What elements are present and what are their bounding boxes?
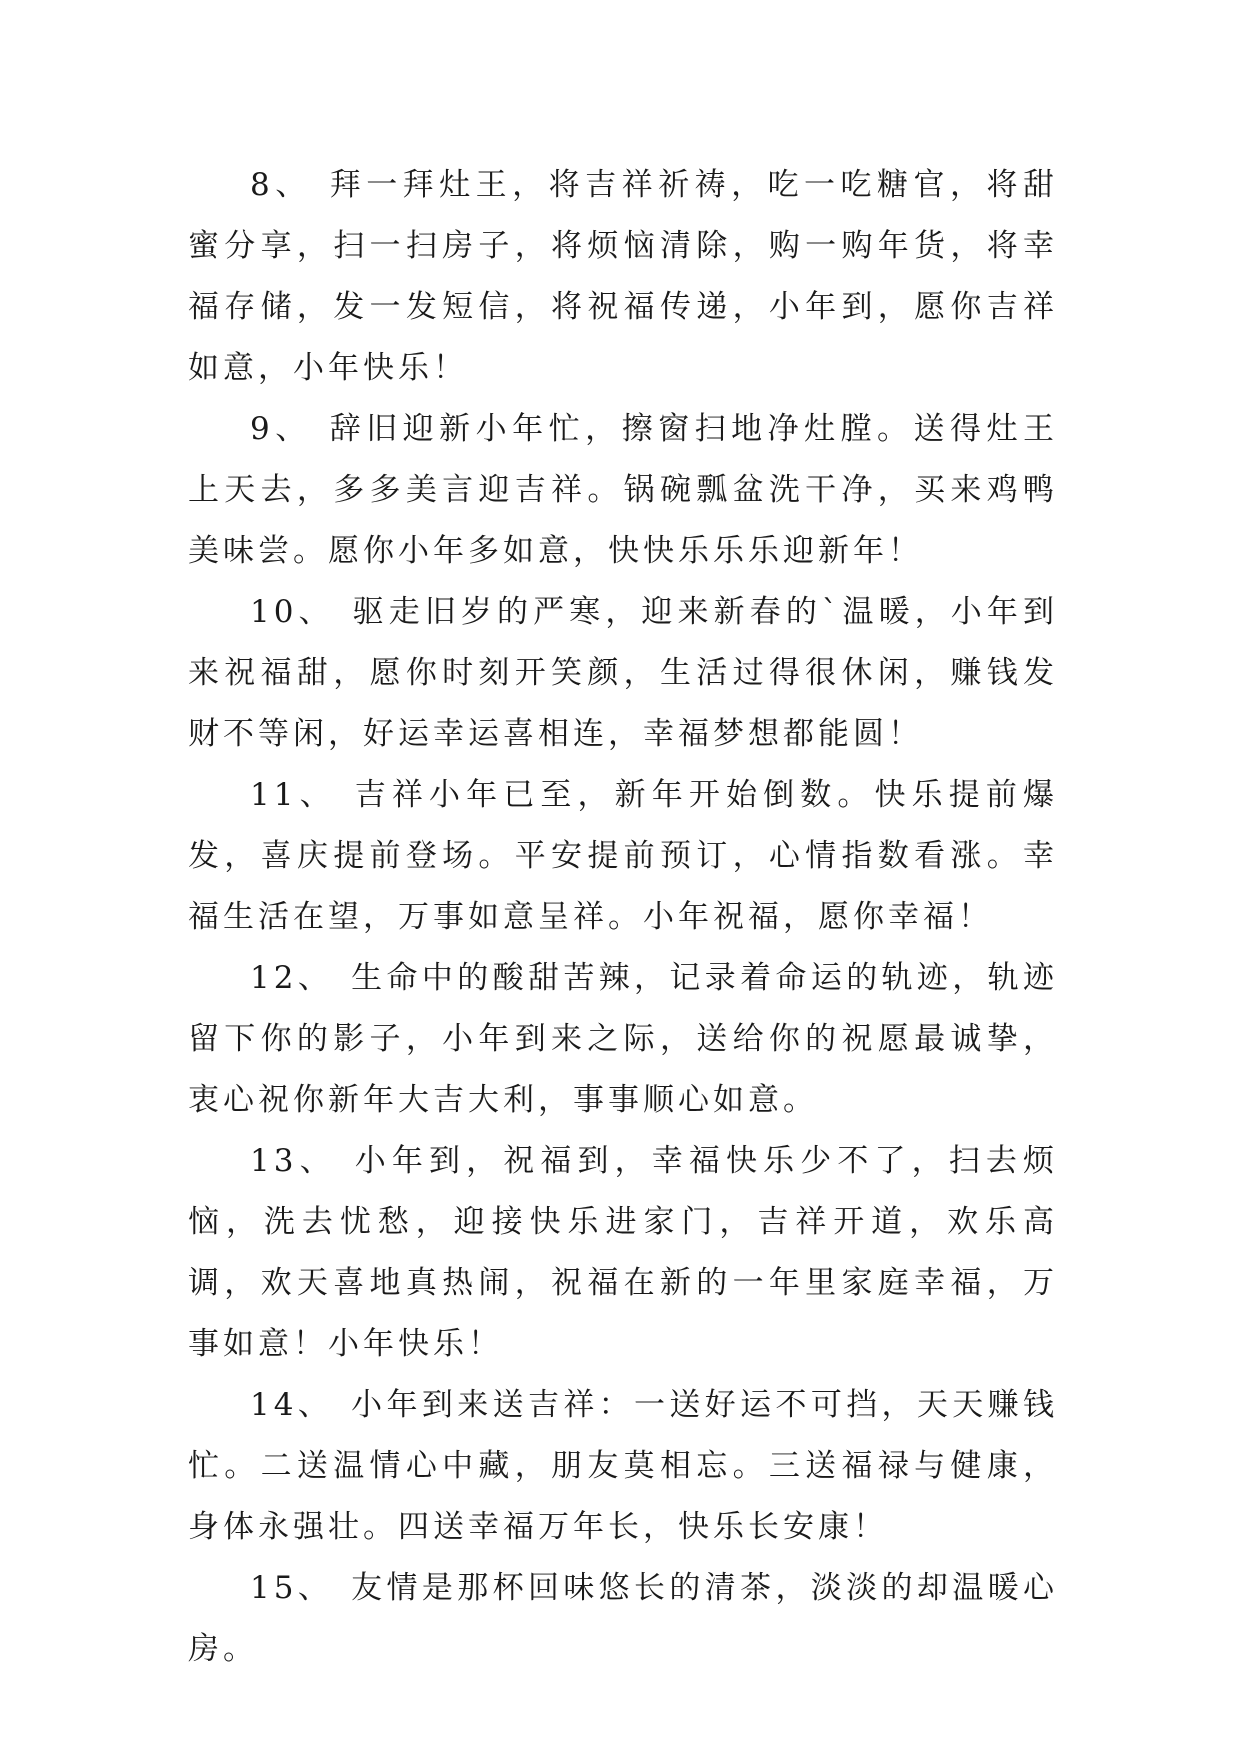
paragraph-11 xyxy=(188,765,1058,948)
paragraph-text: 驱走旧岁的严寒，迎来新春的`温暖，小年到来祝福甜，愿你时刻开笑颜，生活过得很休闲，赚钱发财不等闲，好运幸运喜相连，幸福梦想都能圆！ xyxy=(188,594,1059,752)
paragraph-number: 11、 xyxy=(250,777,337,813)
paragraph-number: 10、 xyxy=(250,594,335,630)
paragraph-number: 14、 xyxy=(250,1387,334,1423)
paragraph-text: 小年到来送吉祥：一送好运不可挡，天天赚钱忙。二送温情心中藏，朋友莫相忘。三送福禄与健康，身体永强壮。四送幸福万年长，快乐长安康！ xyxy=(188,1387,1058,1545)
paragraph-number: 15、 xyxy=(250,1570,334,1606)
paragraph-8 xyxy=(188,155,1058,399)
paragraph-number: 12、 xyxy=(250,960,334,996)
paragraph-number: 9、 xyxy=(250,411,312,447)
paragraph-15 xyxy=(188,1558,1058,1680)
paragraph-13 xyxy=(188,1131,1058,1375)
paragraph-9 xyxy=(188,399,1058,582)
paragraph-number: 13、 xyxy=(250,1143,337,1179)
paragraph-text: 辞旧迎新小年忙，擦窗扫地净灶膛。送得灶王上天去，多多美言迎吉祥。锅碗瓢盆洗干净，买来鸡鸭美味尝。愿你小年多如意，快快乐乐乐迎新年！ xyxy=(188,411,1058,569)
paragraph-text: 拜一拜灶王，将吉祥祈祷，吃一吃糖官，将甜蜜分享，扫一扫房子，将烦恼清除，购一购年货，将幸福存储，发一发短信，将祝福传递，小年到，愿你吉祥如意，小年快乐！ xyxy=(188,167,1058,386)
paragraph-text: 生命中的酸甜苦辣，记录着命运的轨迹，轨迹留下你的影子，小年到来之际，送给你的祝愿最诚挚，衷心祝你新年大吉大利，事事顺心如意。 xyxy=(188,960,1058,1118)
paragraph-14 xyxy=(188,1375,1058,1558)
paragraph-text: 小年到，祝福到，幸福快乐少不了，扫去烦恼，洗去忧愁，迎接快乐进家门，吉祥开道，欢乐高调，欢天喜地真热闹，祝福在新的一年里家庭幸福，万事如意！小年快乐！ xyxy=(188,1143,1058,1362)
paragraph-number: 8、 xyxy=(250,167,312,203)
paragraph-text: 吉祥小年已至，新年开始倒数。快乐提前爆发，喜庆提前登场。平安提前预订，心情指数看涨。幸福生活在望，万事如意呈祥。小年祝福，愿你幸福！ xyxy=(188,777,1058,935)
document-body xyxy=(188,155,1058,1680)
paragraph-12 xyxy=(188,948,1058,1131)
paragraph-10 xyxy=(188,582,1058,765)
paragraph-text: 友情是那杯回味悠长的清茶，淡淡的却温暖心房。 xyxy=(188,1570,1058,1667)
